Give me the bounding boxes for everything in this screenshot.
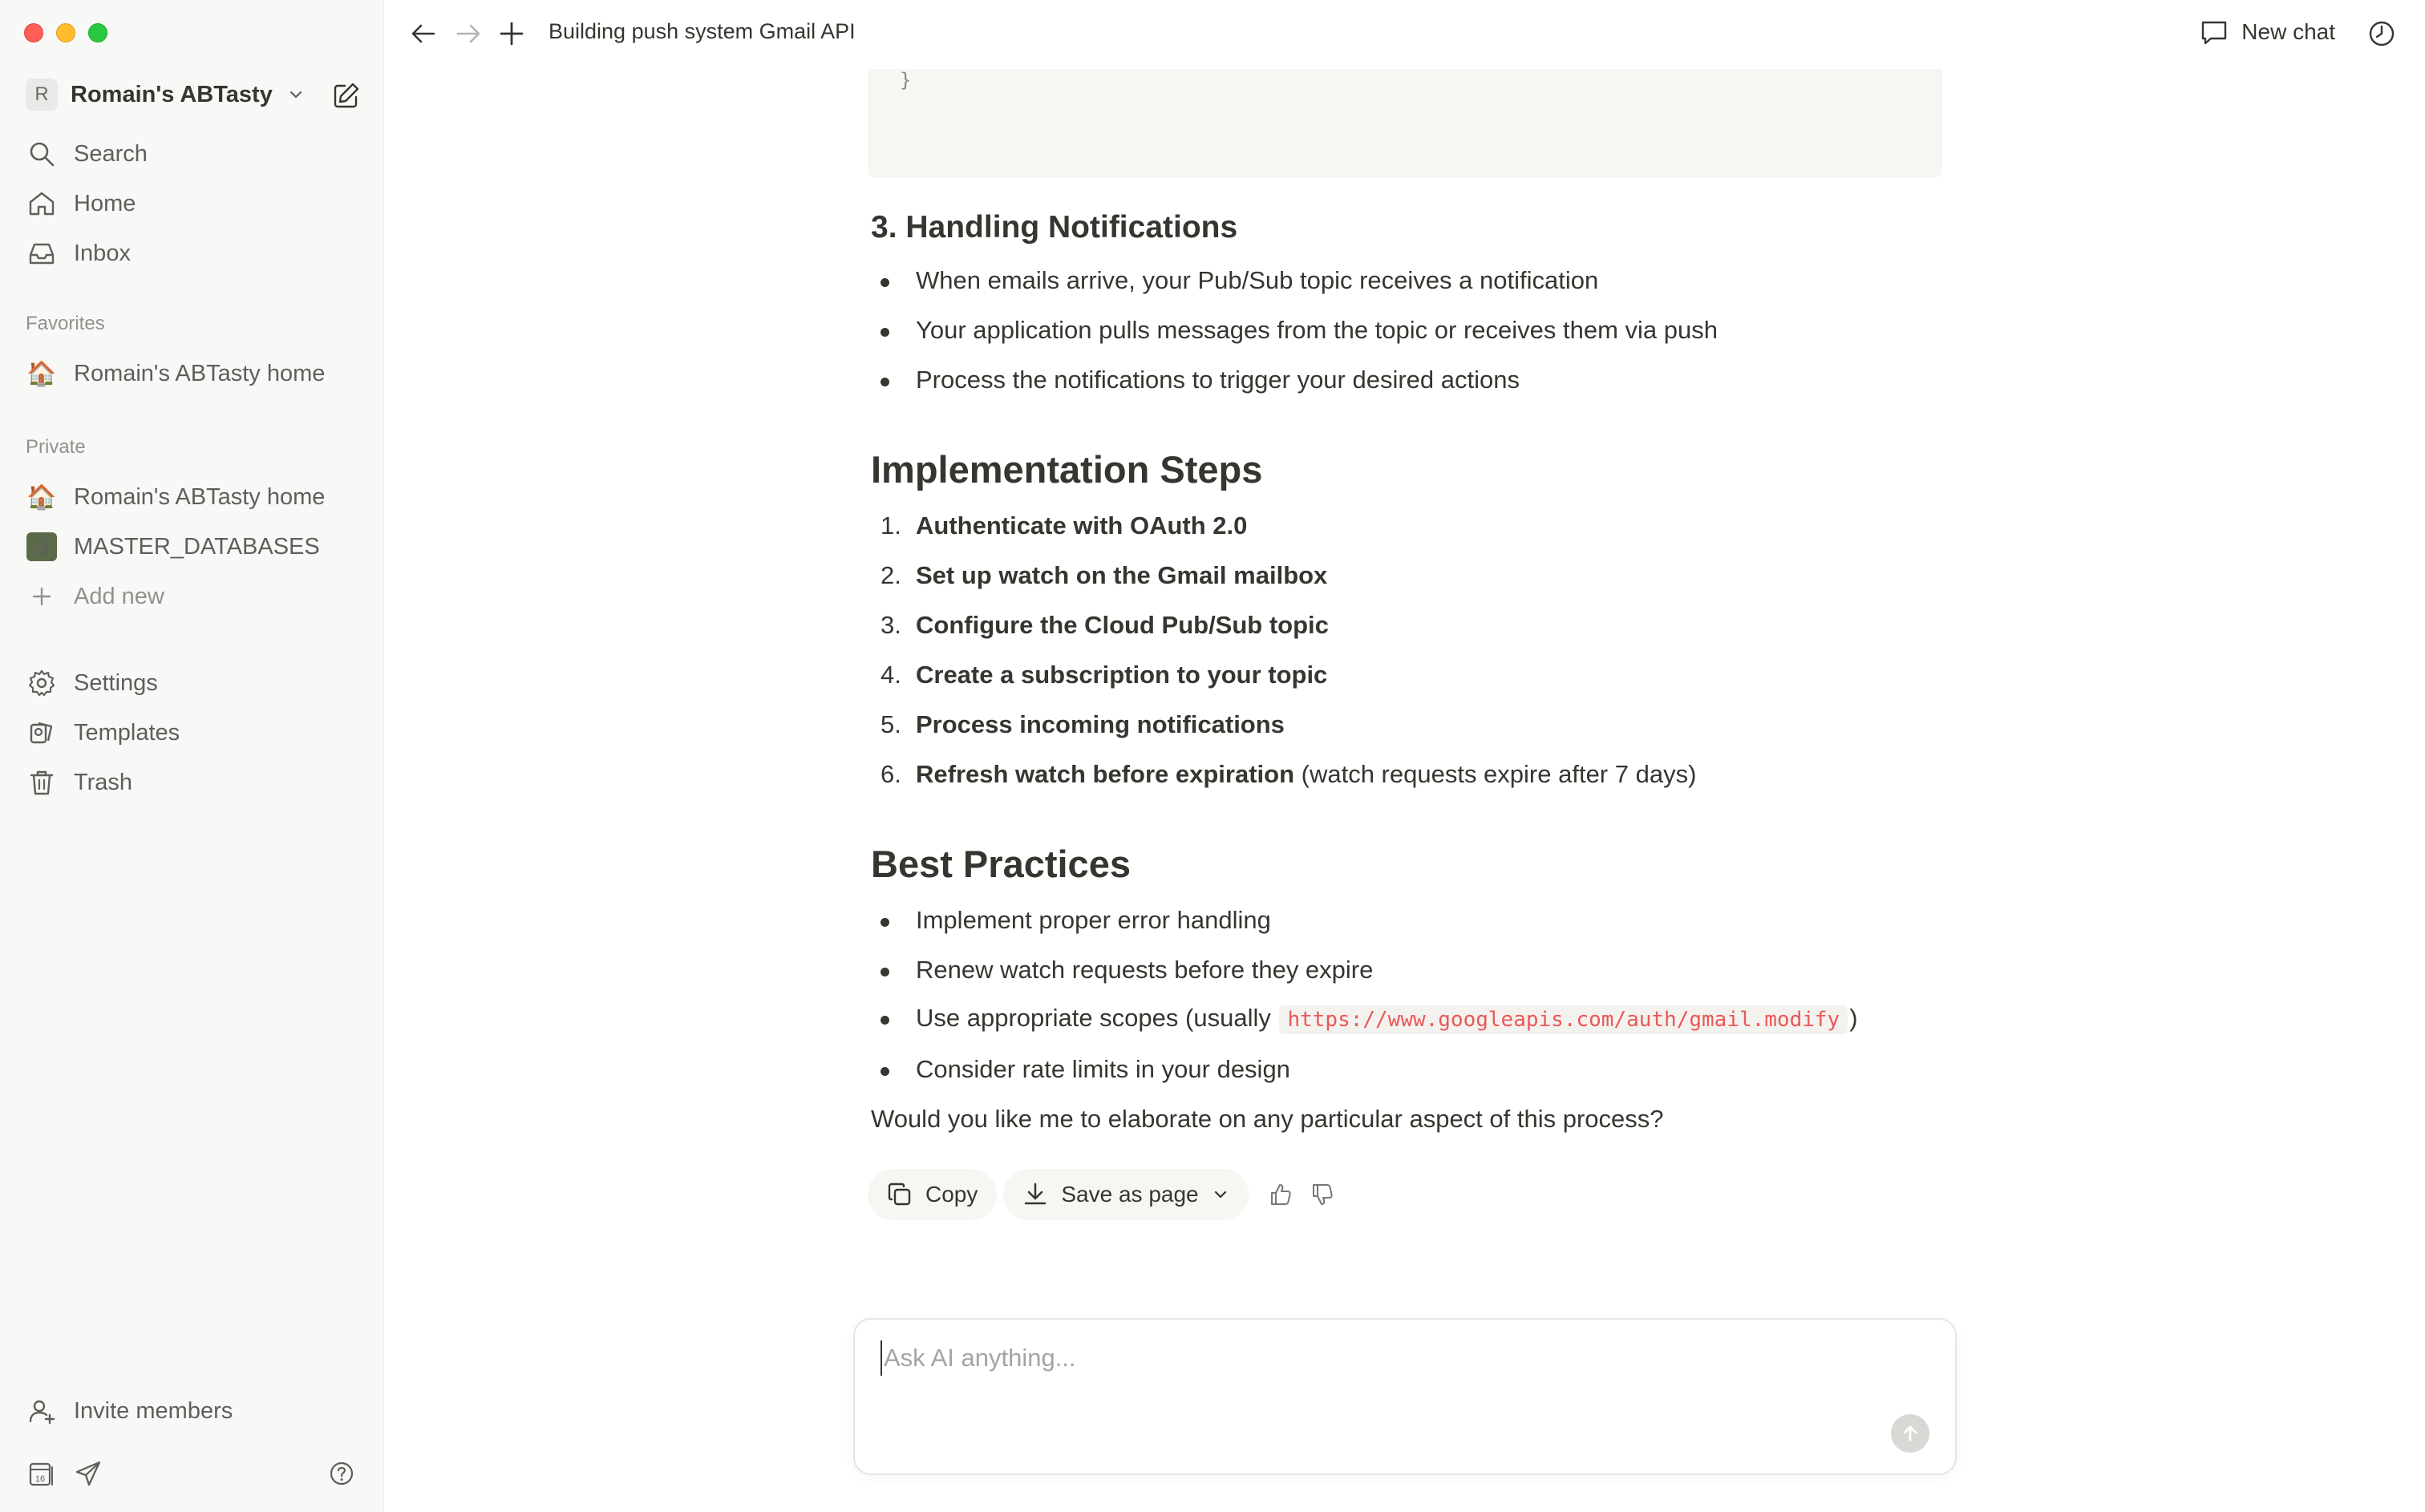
list-item-text: Use appropriate scopes (usually	[916, 1004, 1278, 1032]
bullet-icon	[881, 288, 916, 289]
workspace-avatar: R	[26, 79, 58, 111]
chevron-down-icon	[287, 86, 305, 103]
add-new-label: Add new	[74, 583, 164, 609]
sidebar-item-inbox[interactable]	[26, 234, 131, 273]
maximize-window-button[interactable]	[88, 23, 107, 42]
sidebar-item-label: Romain's ABTasty home	[74, 360, 326, 386]
list-item	[881, 906, 1271, 935]
item-number: 6.	[881, 760, 901, 788]
list-item-text: Process the notifications to trigger your desired actions	[916, 366, 1520, 394]
thumbs-up-button[interactable]	[1263, 1177, 1298, 1212]
list-item	[881, 366, 1520, 394]
list-item-text: Consider rate limits in your design	[916, 1055, 1290, 1083]
inline-code: https://www.googleapis.com/auth/gmail.modify	[1279, 1005, 1848, 1034]
item-text: (watch requests expire after 7 days)	[1294, 760, 1697, 788]
sidebar-item-home[interactable]	[26, 184, 136, 223]
send-plane-icon[interactable]	[72, 1457, 104, 1490]
arrow-right-icon	[454, 19, 483, 48]
bullet-icon	[881, 1025, 916, 1026]
sidebar-item-label: Settings	[74, 669, 158, 696]
database-icon: 🛢	[26, 532, 57, 561]
home-icon	[26, 188, 58, 220]
sidebar-item-label: Home	[74, 190, 136, 216]
list-item-text: )	[1849, 1004, 1858, 1032]
trash-icon	[26, 766, 58, 798]
thumbs-down-icon	[1310, 1183, 1334, 1207]
invite-members-label: Invite members	[74, 1397, 233, 1424]
close-window-button[interactable]	[24, 23, 43, 42]
sidebar-item-label: Templates	[74, 719, 180, 746]
add-user-icon	[26, 1395, 58, 1427]
code-block	[868, 69, 1942, 178]
new-page-button[interactable]	[330, 79, 362, 111]
ask-ai-input[interactable]	[881, 1340, 1843, 1376]
list-item-text: When emails arrive, your Pub/Sub topic receives a notification	[916, 266, 1599, 294]
sidebar-item-label: Romain's ABTasty home	[74, 483, 326, 510]
page-title: Building push system Gmail API	[549, 19, 856, 43]
numbered-item	[881, 561, 1327, 590]
sidebar-item-search[interactable]	[26, 135, 148, 173]
save-as-page-button[interactable]	[1003, 1169, 1248, 1220]
inbox-icon	[26, 237, 58, 269]
thumbs-up-icon	[1269, 1183, 1293, 1207]
sidebar-item-private-home[interactable]	[26, 478, 325, 516]
download-icon	[1022, 1182, 1048, 1207]
house-icon: 🏠	[26, 483, 57, 511]
list-item-text: Your application pulls messages from the topic or receives them via push	[916, 316, 1718, 344]
item-bold-text: Create a subscription to your topic	[916, 661, 1328, 689]
list-item	[881, 316, 1718, 345]
item-bold-text: Set up watch on the Gmail mailbox	[916, 561, 1328, 589]
new-tab-button[interactable]	[496, 18, 528, 50]
invite-members-button[interactable]	[26, 1392, 233, 1430]
favorites-section-label[interactable]: Favorites	[26, 313, 105, 334]
list-item-text: Implement proper error handling	[916, 906, 1271, 934]
list-item	[881, 956, 1373, 984]
help-icon[interactable]	[326, 1457, 358, 1490]
svg-text:16: 16	[34, 1474, 46, 1484]
arrow-left-icon	[409, 19, 438, 48]
bullet-icon	[881, 387, 916, 388]
copy-button[interactable]	[868, 1169, 997, 1220]
gear-icon	[26, 667, 58, 699]
section-heading-handling-notifications: 3. Handling Notifications	[871, 210, 1238, 245]
sidebar-item-label: Trash	[74, 769, 133, 795]
numbered-item	[881, 511, 1247, 540]
window-controls	[24, 23, 107, 42]
private-section-label[interactable]: Private	[26, 436, 86, 458]
workspace-switcher[interactable]	[26, 77, 305, 112]
new-chat-label: New chat	[2241, 19, 2335, 44]
sidebar-item-trash[interactable]	[26, 763, 132, 802]
item-number: 5.	[881, 710, 901, 738]
calendar-icon[interactable]	[26, 1457, 58, 1490]
compose-icon	[332, 81, 361, 110]
numbered-item	[881, 760, 1696, 789]
item-number: 4.	[881, 661, 901, 689]
chevron-down-icon[interactable]	[1212, 1186, 1229, 1203]
sidebar-item-label: MASTER_DATABASES	[74, 533, 320, 560]
send-button[interactable]	[1891, 1414, 1929, 1453]
save-as-page-label: Save as page	[1061, 1182, 1199, 1207]
thumbs-down-button[interactable]	[1305, 1177, 1340, 1212]
item-bold-text: Authenticate with OAuth 2.0	[916, 511, 1248, 540]
item-number: 2.	[881, 561, 901, 589]
item-bold-text: Configure the Cloud Pub/Sub topic	[916, 611, 1329, 639]
list-item	[881, 1055, 1290, 1084]
list-item-text: Renew watch requests before they expire	[916, 956, 1374, 984]
templates-icon	[26, 717, 58, 749]
sidebar-item-settings[interactable]	[26, 664, 158, 702]
sidebar-bottom-bar	[26, 1456, 358, 1491]
code-text: }	[900, 69, 912, 91]
section-heading-best-practices: Best Practices	[871, 843, 1131, 885]
chat-bubble-icon	[2200, 18, 2229, 46]
sidebar-item-templates[interactable]	[26, 714, 180, 752]
item-bold-text: Refresh watch before expiration	[916, 760, 1295, 788]
plus-icon	[26, 580, 58, 612]
top-bar	[385, 0, 2425, 67]
closing-paragraph: Would you like me to elaborate on any particular aspect of this process?	[871, 1105, 1664, 1133]
bullet-icon	[881, 977, 916, 978]
sidebar-item-label: Search	[74, 140, 148, 167]
list-item	[881, 266, 1598, 295]
numbered-item	[881, 661, 1327, 689]
item-number: 1.	[881, 511, 901, 540]
sidebar-item-favorite-home[interactable]	[26, 354, 325, 393]
item-bold-text: Process incoming notifications	[916, 710, 1285, 738]
sidebar-item-master-databases[interactable]	[26, 528, 320, 566]
sidebar-item-label: Inbox	[74, 240, 131, 266]
forward-button[interactable]	[452, 18, 484, 50]
workspace-name: Romain's ABTasty	[71, 81, 273, 107]
list-item	[881, 1004, 1858, 1034]
chat-history-button[interactable]	[2366, 18, 2398, 50]
section-heading-implementation-steps: Implementation Steps	[871, 448, 1263, 491]
sidebar	[0, 0, 384, 1512]
house-icon: 🏠	[26, 360, 57, 387]
chat-composer	[853, 1318, 1957, 1475]
clock-icon	[2367, 19, 2396, 48]
plus-icon	[498, 20, 525, 47]
copy-icon	[887, 1182, 913, 1207]
copy-label: Copy	[925, 1182, 978, 1207]
numbered-item	[881, 710, 1285, 739]
numbered-item	[881, 611, 1329, 640]
response-actions	[868, 1169, 1340, 1220]
arrow-up-icon	[1900, 1423, 1921, 1444]
minimize-window-button[interactable]	[56, 23, 75, 42]
new-chat-button[interactable]	[2200, 18, 2335, 46]
database-icon-wrap	[26, 531, 58, 563]
back-button[interactable]	[407, 18, 439, 50]
add-new-page-button[interactable]	[26, 577, 164, 616]
search-icon	[26, 138, 58, 170]
item-number: 3.	[881, 611, 901, 639]
